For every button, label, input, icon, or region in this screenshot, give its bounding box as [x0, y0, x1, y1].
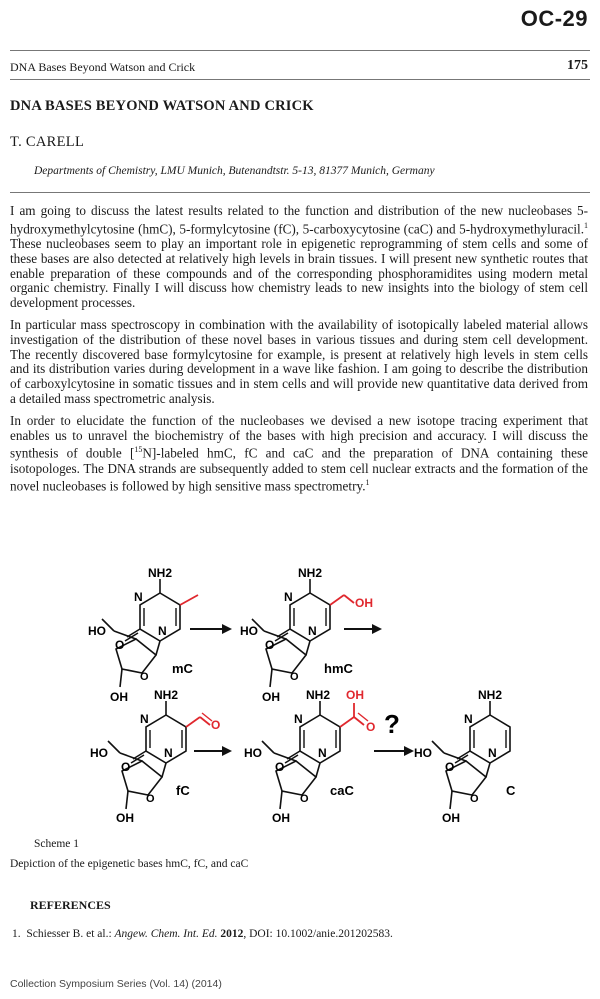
- c-carbonyl-label: O: [445, 760, 455, 774]
- epigenetic-bases-scheme: [0, 555, 600, 830]
- fc-5oh-label: HO: [90, 746, 108, 760]
- cac-carbonyl-label: O: [275, 760, 285, 774]
- cac-name: caC: [330, 783, 354, 798]
- paragraph-2: In particular mass spectroscopy in combination with the availability of isotopically labeled material allows investigation of the distribution of these novel bases in various tissues and during stem cell development. The recently discovered base formylcytosine for example, is present at relatively high levels in stem cells and its distribution varies during development in a wave like fashion. I am going to describe the distribution of carboxylcytosine in somatic tissues and in stem cells and will provide new quantitative data derived from a detailed mass spectrometric analysis.: [10, 316, 588, 406]
- abstract-body: [10, 204, 588, 502]
- header-rule-bottom: [10, 79, 590, 80]
- affiliation: Departments of Chemistry, LMU Munich, Butenandtstr. 5-13, 81377 Munich, Germany: [34, 165, 435, 177]
- scheme-caption-label: Scheme 1: [34, 838, 80, 850]
- methyl-bond: [180, 595, 198, 605]
- citation-marker: 1: [584, 220, 588, 230]
- hmc-carbonyl-label: O: [265, 638, 275, 652]
- reference-number: 1.: [12, 928, 21, 940]
- mc-5oh-label: HO: [88, 624, 106, 638]
- c-5oh-label: HO: [414, 746, 432, 760]
- reference-item: [12, 928, 393, 940]
- cac-amine-label: NH2: [306, 688, 331, 702]
- cac-5oh-label: HO: [244, 746, 262, 760]
- mc-ring-o-label: O: [140, 671, 149, 683]
- c-amine-label: NH2: [478, 688, 503, 702]
- isotope-superscript: 15: [134, 445, 143, 455]
- author: T. CARELL: [10, 134, 85, 150]
- hmc-5oh-label: HO: [240, 624, 258, 638]
- cac-n1-label: N: [318, 746, 327, 760]
- fc-amine-label: NH2: [154, 688, 179, 702]
- cac-n3-label: N: [294, 712, 303, 726]
- reference-year: 2012: [220, 928, 244, 940]
- fc-ring-o-label: O: [146, 793, 155, 805]
- fc-n1-label: N: [164, 746, 173, 760]
- arrow-head: [372, 624, 382, 634]
- scheme-caption-text: Depiction of the epigenetic bases hmC, fC, and caC: [10, 858, 249, 870]
- citation-marker: 1: [365, 478, 370, 488]
- series-footer: Collection Symposium Series (Vol. 14) (2014): [10, 978, 222, 990]
- reference-journal: Angew. Chem. Int. Ed.: [114, 928, 218, 940]
- fc-carbonyl-label: O: [121, 760, 131, 774]
- hmc-3oh-label: OH: [262, 690, 280, 704]
- mc-n3-label: N: [134, 590, 143, 604]
- page-number: 175: [567, 58, 588, 73]
- mc-n1-label: N: [158, 624, 167, 638]
- cac-3oh-label: OH: [272, 811, 290, 825]
- fc-aldehyde-o-label: O: [211, 718, 221, 732]
- fc-n3-label: N: [140, 712, 149, 726]
- mc-3oh-label: OH: [110, 690, 128, 704]
- cac-carboxyl-o-label: O: [366, 720, 376, 734]
- reference-authors: Schiesser B. et al.:: [26, 928, 115, 940]
- references-heading: REFERENCES: [30, 898, 111, 912]
- mc-name: mC: [172, 661, 193, 676]
- c-ring-o-label: O: [470, 793, 479, 805]
- arrow-head: [404, 746, 414, 756]
- mc-amine-label: NH2: [148, 566, 173, 580]
- cac-ring-o-label: O: [300, 793, 309, 805]
- fc-3oh-label: OH: [116, 811, 134, 825]
- abstract-code: OC-29: [520, 6, 588, 31]
- hmc-name: hmC: [324, 661, 353, 676]
- arrow-head: [222, 746, 232, 756]
- fc-name: fC: [176, 783, 190, 798]
- running-title: DNA Bases Beyond Watson and Crick: [10, 60, 196, 74]
- paragraph-3: In order to elucidate the function of the nucleobases we devised a new isotope tracing experiment that enables us to unravel the biochemistry of the bases with high precision and accuracy. I will discuss the synthesis of double [$^{15}$N]-labeled hmC, fC and caC and the preparation of DNA containing these isotopologes. The DNA strands are subsequently added to stem cell nuclear extracts and the formation of the novel nucleobases is followed by high sensitive mass spectrometry.$^1$: [10, 412, 588, 494]
- title-rule: [10, 192, 590, 193]
- c-n1-label: N: [488, 746, 497, 760]
- c-name: C: [506, 783, 516, 798]
- reference-doi: , DOI: 10.1002/anie.201202583.: [243, 928, 393, 940]
- cac-carboxyl-oh-label: OH: [346, 688, 364, 702]
- hmc-amine-label: NH2: [298, 566, 323, 580]
- c-n3-label: N: [464, 712, 473, 726]
- article-title: DNA BASES BEYOND WATSON AND CRICK: [10, 98, 314, 114]
- hmc-n3-label: N: [284, 590, 293, 604]
- unknown-step-question-mark: ?: [384, 709, 400, 739]
- mc-carbonyl-label: O: [115, 638, 125, 652]
- c-3oh-label: OH: [442, 811, 460, 825]
- arrow-head: [222, 624, 232, 634]
- hmc-ring-o-label: O: [290, 671, 299, 683]
- hmc-n1-label: N: [308, 624, 317, 638]
- paragraph-1: I am going to discuss the latest results related to the function and distribution of the new nucleobases 5-hydroxymethylcytosine (hmC), 5-formylcytosine (fC), 5-carboxycytosine (caC) and 5-hydroxymethyluracil.$^1$ These nucleobases seem to play an important role in epigenetic reprogramming of stem cells and some of these bases are also detected at relatively high levels in brain tissues. I will present new synthetic routes that enable preparation of these compounds and of the corresponding phosphoramidites using modern metal organic chemistry. Finally I will discuss how chemistry leads to new insights into the biology of stem cell development processes.: [10, 203, 588, 311]
- header-rule-top: [10, 50, 590, 51]
- fc-structure: [108, 701, 212, 809]
- hmc-hydroxyl-label: OH: [355, 596, 373, 610]
